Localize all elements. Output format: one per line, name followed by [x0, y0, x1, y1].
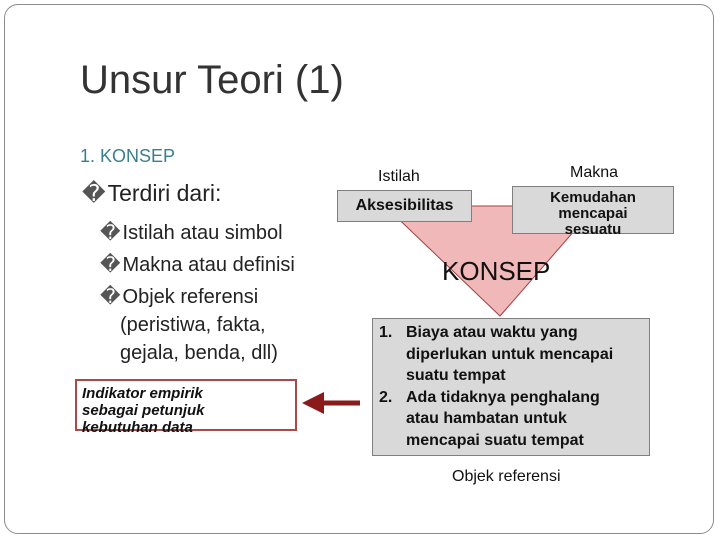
list-number: 1. — [379, 324, 393, 341]
list-item — [373, 387, 649, 452]
indikator-line: Indikator empirik — [82, 385, 203, 402]
indikator-line: kebutuhan data — [82, 419, 193, 436]
list-item-line: atau hambatan untuk — [406, 410, 567, 427]
objek-referensi-box — [372, 318, 650, 456]
istilah-label: Istilah — [378, 168, 420, 185]
bullet-glyph-icon: � — [82, 180, 106, 206]
bullet-glyph-icon: � — [100, 286, 121, 308]
bullet-objek-continuation: (peristiwa, fakta, — [120, 314, 266, 336]
bullet-makna-text: Makna atau definisi — [122, 254, 295, 276]
list-item-line: Ada tidaknya penghalang — [406, 388, 600, 406]
list-number: 2. — [379, 388, 393, 406]
kemudahan-line: sesuatu — [564, 221, 622, 238]
list-item-line: suatu tempat — [406, 367, 506, 384]
section-heading: 1. KONSEP — [80, 146, 176, 166]
bullet-glyph-icon: � — [100, 222, 121, 244]
bullet-glyph-icon: � — [100, 254, 121, 276]
list-item — [373, 322, 649, 387]
indikator-line: sebagai petunjuk — [82, 402, 205, 419]
makna-label: Makna — [570, 164, 619, 181]
arrow-head-icon — [302, 392, 324, 414]
list-item-line: Biaya atau waktu yang — [406, 324, 578, 341]
konsep-label: KONSEP — [442, 256, 551, 286]
slide-title: Unsur Teori (1) — [80, 58, 344, 102]
kemudahan-box — [512, 186, 674, 238]
bullet-objek-continuation: gejala, benda, dll) — [120, 342, 278, 364]
kemudahan-line: mencapai — [558, 205, 628, 222]
bullet-terdiri-text: Terdiri dari: — [107, 180, 222, 206]
bullet-istilah-text: Istilah atau simbol — [122, 222, 283, 244]
list-item-line: diperlukan untuk mencapai — [406, 345, 614, 363]
kemudahan-line: Kemudahan — [550, 189, 636, 206]
bullet-objek-text: Objek referensi — [122, 286, 259, 308]
objek-referensi-label: Objek referensi — [452, 468, 561, 485]
list-item-line: mencapai suatu tempat — [406, 431, 584, 449]
aksesibilitas-box: Aksesibilitas — [337, 190, 472, 222]
